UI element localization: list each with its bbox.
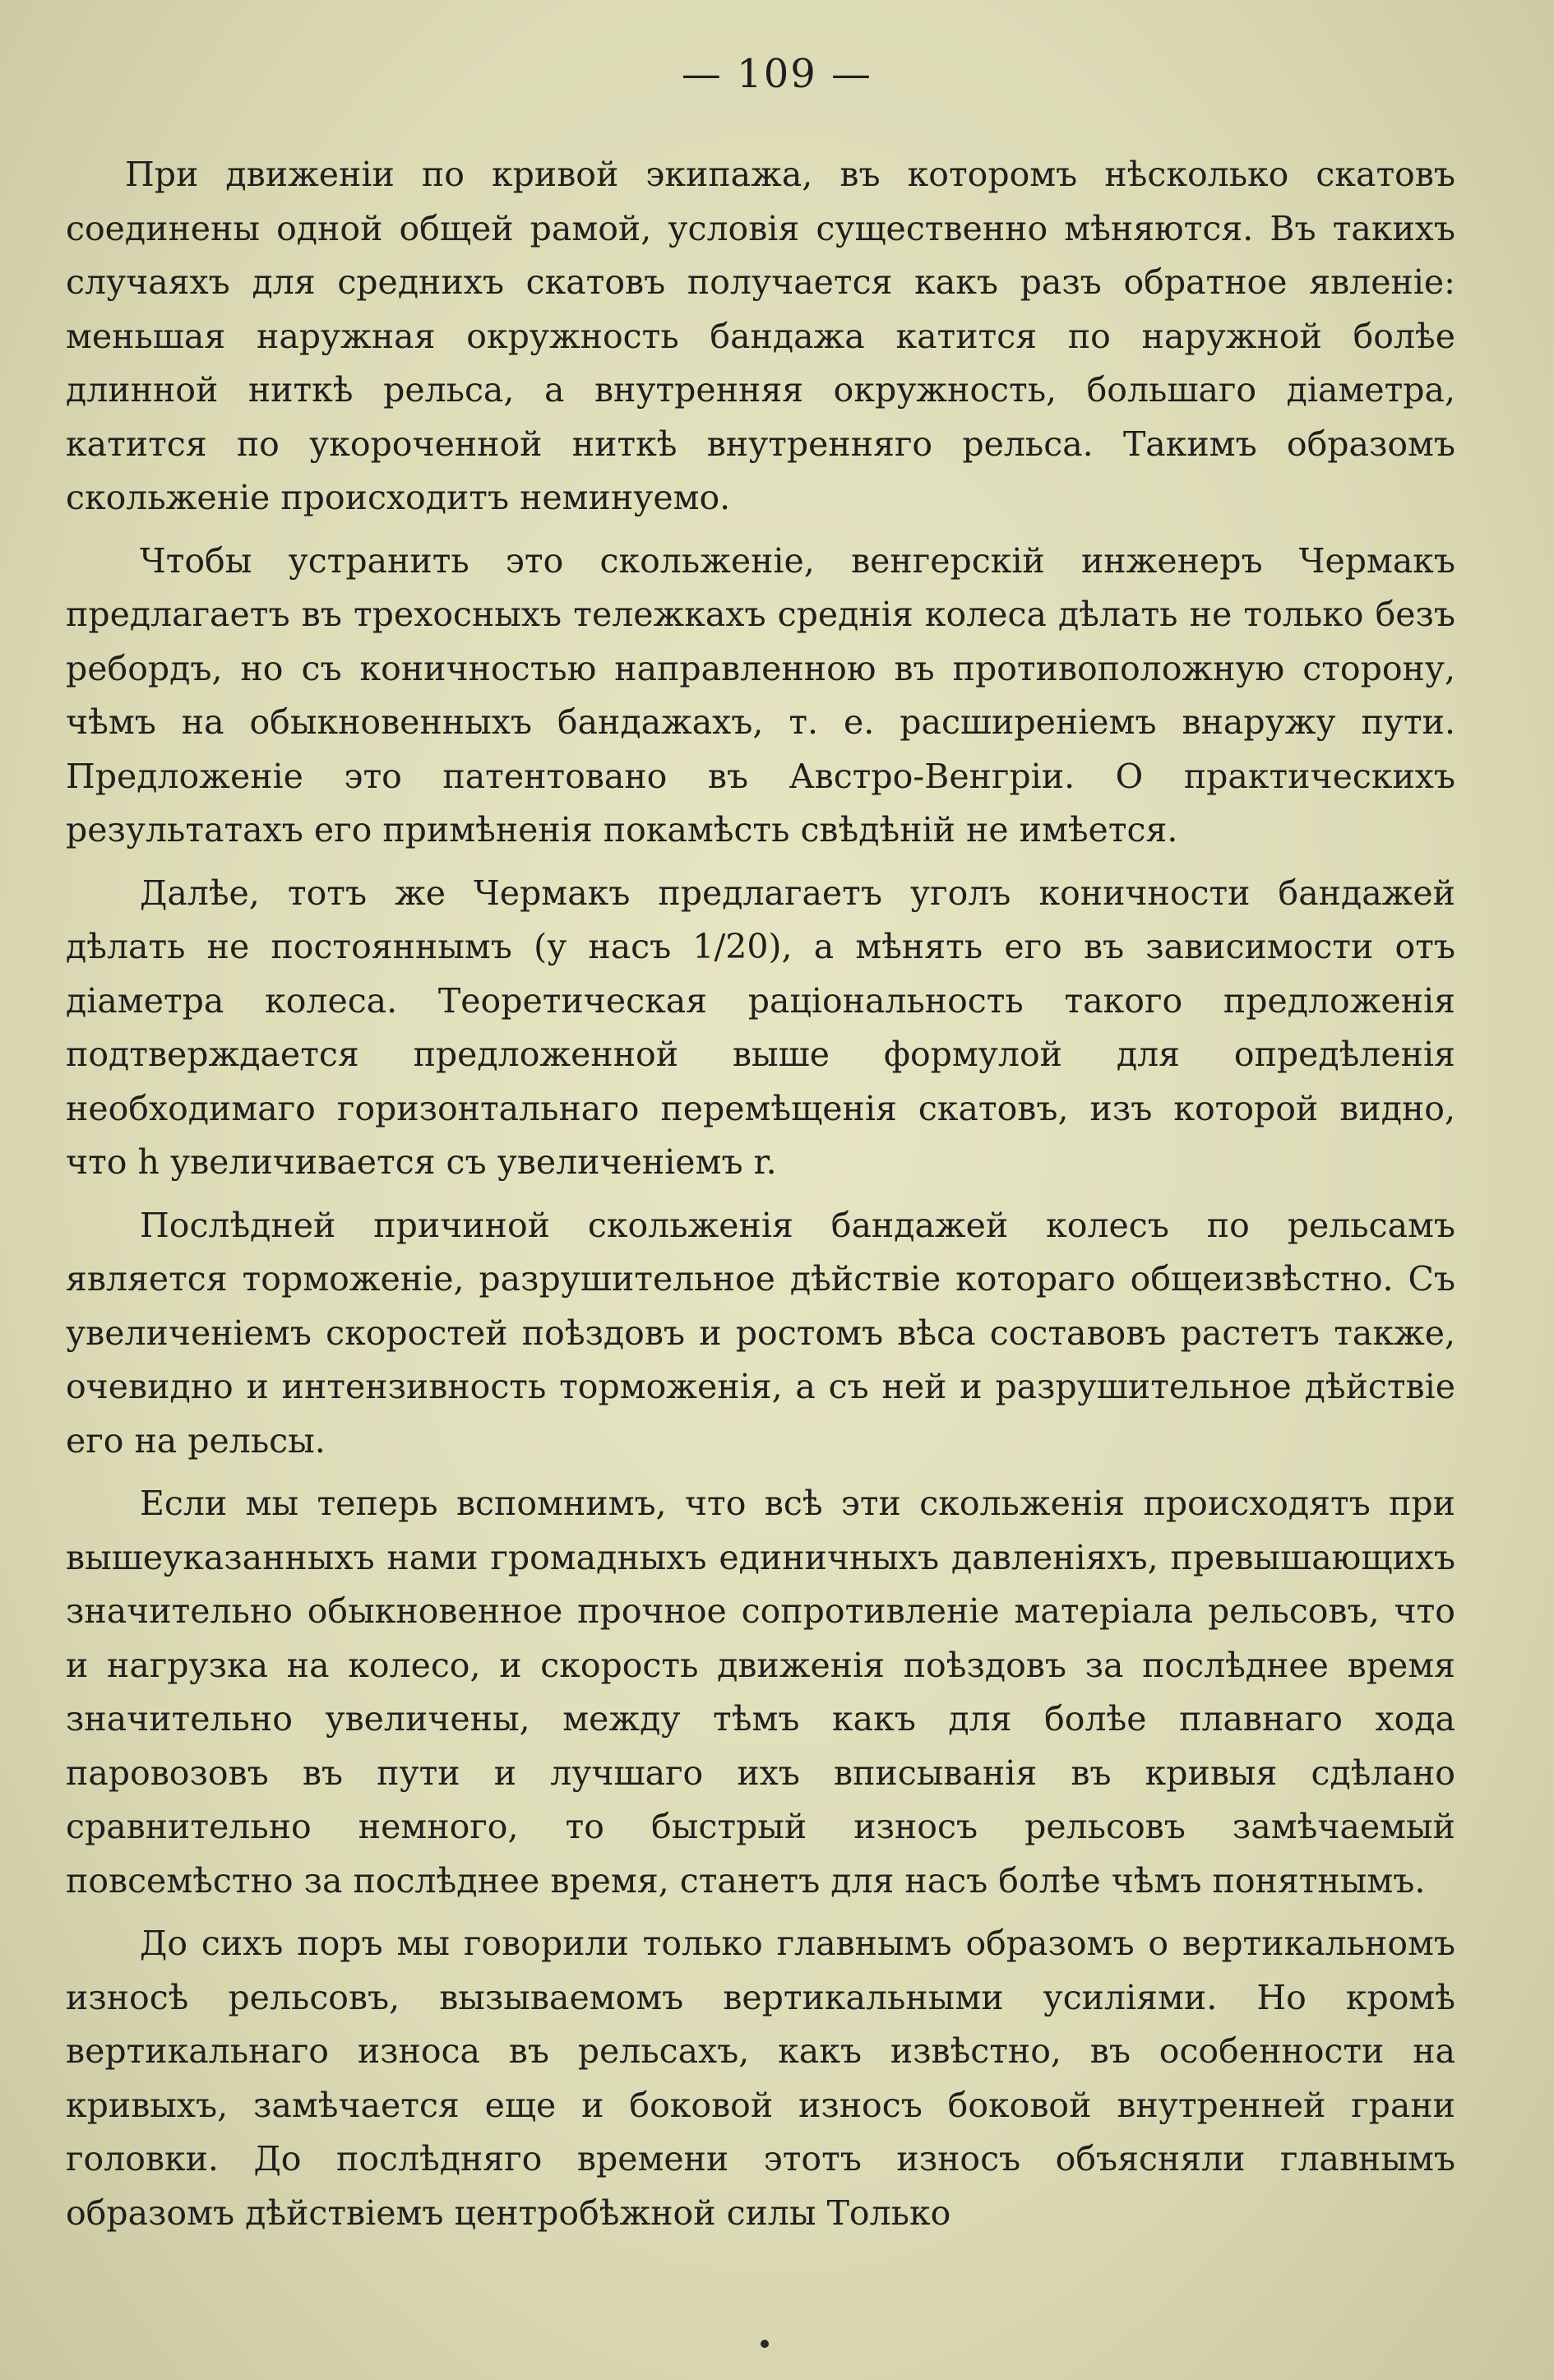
paragraph-5: Если мы теперь вспомнимъ, что всѣ эти скольженія происходятъ при вышеуказанныхъ нами громадныхъ единичныхъ давленіяхъ, превышающихъ значительно обыкновенное прочное сопротивленіе матеріала рельсовъ, что и нагрузка на колесо, и скорость движенія поѣздовъ за послѣднее время значительно увеличены, между тѣмъ какъ для болѣе плавнаго хода паровозовъ въ пути и лучшаго ихъ вписыванія въ кривыя сдѣлано сравнительно немного, то быстрый износъ рельсовъ замѣчаемый повсемѣстно за послѣднее время, станетъ для насъ болѣе чѣмъ понятнымъ. bbox=[66, 1484, 1455, 1901]
page-body bbox=[66, 148, 1455, 2249]
paragraph-2: Чтобы устранить это скольженіе, венгерскій инженеръ Чермакъ предлагаетъ въ трехосныхъ тележкахъ среднія колеса дѣлать не только безъ ребордъ, но съ коничностью направленною въ противоположную сторону, чѣмъ на обыкновенныхъ бандажахъ, т. е. расширеніемъ внаружу пути. Предложеніе это патентовано въ Австро-Венгріи. О практическихъ результатахъ его примѣненія покамѣсть свѣдѣній не имѣется. bbox=[66, 540, 1455, 850]
page-number: — 109 — bbox=[681, 51, 873, 97]
bottom-dot-mark bbox=[761, 2340, 769, 2348]
paragraph-1: При движеніи по кривой экипажа, въ которомъ нѣсколько скатовъ соединены одной общей рамой, условія существенно мѣняются. Въ такихъ случаяхъ для среднихъ скатовъ получается какъ разъ обратное явленіе: меньшая наружная окружность бандажа катится по наружной болѣе длинной ниткѣ рельса, а внутренняя окружность, большаго діаметра, катится по укороченной ниткѣ внутренняго рельса. Такимъ образомъ скольженіе происходитъ неминуемо. bbox=[66, 155, 1455, 517]
paragraph-3: Далѣе, тотъ же Чермакъ предлагаетъ уголъ коничности бандажей дѣлать не постояннымъ (у насъ 1/20), а мѣнять его въ зависимости отъ діаметра колеса. Теоретическая раціональность такого предложенія подтверждается предложенной выше формулой для опредѣленія необходимаго горизонтальнаго перемѣщенія скатовъ, изъ которой видно, что h увеличивается съ увеличеніемъ r. bbox=[66, 873, 1455, 1182]
paragraph-6: До сихъ поръ мы говорили только главнымъ образомъ о вертикальномъ износѣ рельсовъ, вызываемомъ вертикальными усиліями. Но кромѣ вертикальнаго износа въ рельсахъ, какъ извѣстно, въ особенности на кривыхъ, замѣчается еще и боковой износъ боковой внутренней грани головки. До послѣдняго времени этотъ износъ объясняли главнымъ образомъ дѣйствіемъ центробѣжной силы Только bbox=[66, 1924, 1455, 2233]
paragraph-4: Послѣдней причиной скольженія бандажей колесъ по рельсамъ является торможеніе, разрушительное дѣйствіе котораго общеизвѣстно. Съ увеличеніемъ скоростей поѣздовъ и ростомъ вѣса составовъ растетъ также, очевидно и интензивность торможенія, а съ ней и разрушительное дѣйствіе его на рельсы. bbox=[66, 1205, 1455, 1461]
